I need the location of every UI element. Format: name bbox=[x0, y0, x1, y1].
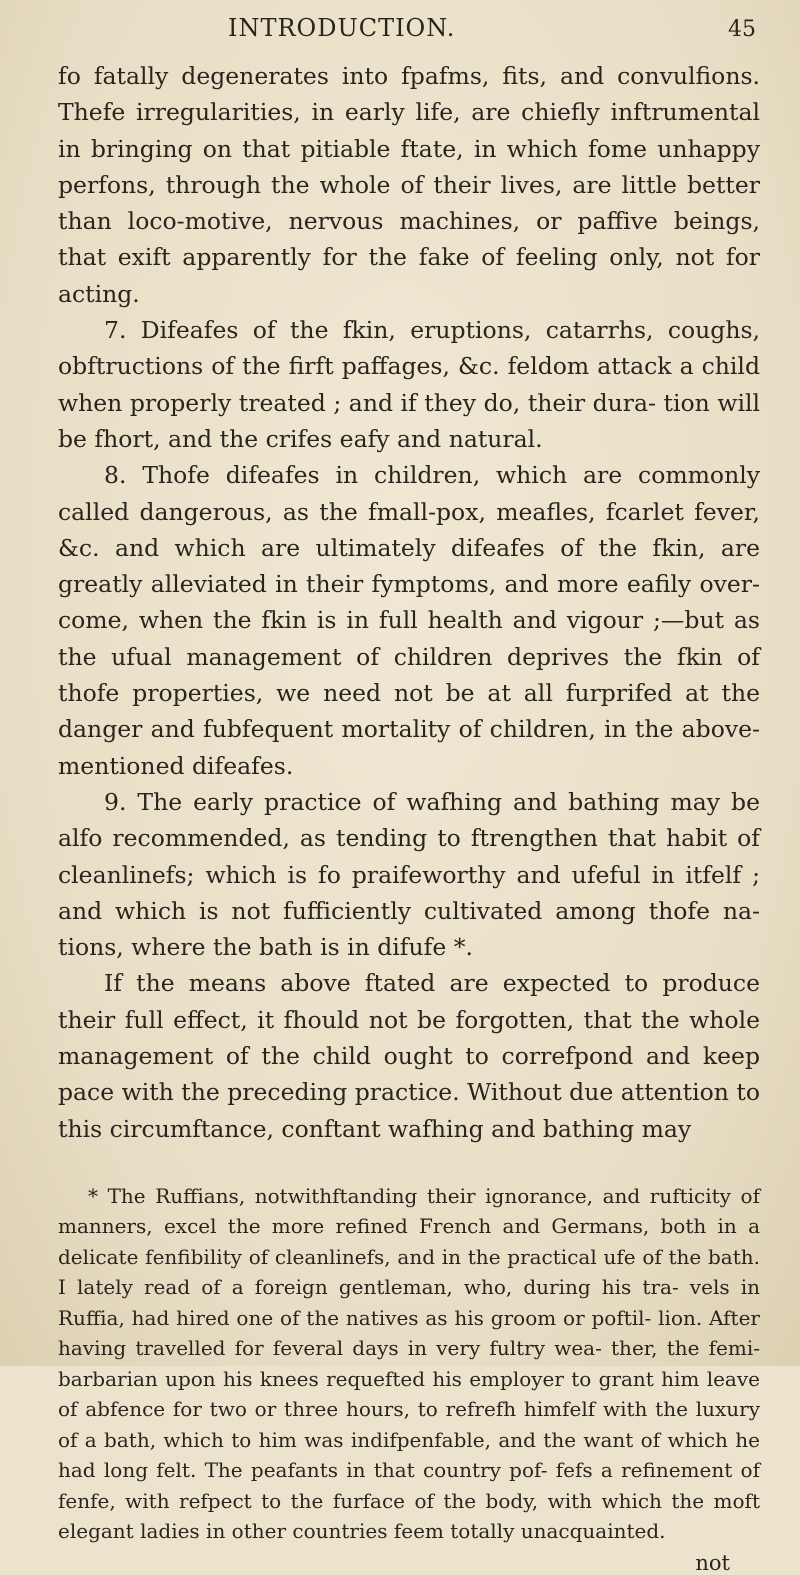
footnote-text: * The Ruffians, notwithftanding their ignorance, and rufticity of manners, excel the more refined French and Germans, both in a delicate fenfibility of cleanlinefs, and in the practical ufe of the bath. I lately read of a foreign gentleman, who, during his tra- vels in Ruffia, had hired one of the natives as his groom or poftil- lion. After having travelled for feveral days in very fultry wea- ther, the femi-barbarian upon his knees requefted his employer to grant him leave of abfence for two or three hours, to refrefh himfelf with the luxury of a bath, which to him was indifpenfable, and the want of which he had long felt. The peafants in that country pof- fefs a refinement of fenfe, with refpect to the furface of the body, with which the moft elegant ladies in other countries feem totally unacquainted. bbox=[58, 1183, 760, 1544]
page-number: 45 bbox=[728, 17, 756, 42]
main-text bbox=[58, 58, 760, 1147]
paragraph: 9. The early practice of wafhing and bathing may be alfo recommended, as tending to ftrengthen that habit of cleanlinefs; which is fo praifeworthy and ufeful in itfelf ; and which is not fufficiently cultivated among thofe na- tions, where the bath is in difufe *. bbox=[58, 787, 760, 962]
paragraph: fo fatally degenerates into fpafms, fits, and convulfions. Thefe irregularities, in early life, are chiefly inftrumental in bringing on that pitiable ftate, in which fome unhappy perfons, through the whole of their lives, are little better than loco-motive, nervous machines, or paffive beings, that exift apparently for the fake of feeling only, not for acting. bbox=[58, 62, 760, 308]
running-title: INTRODUCTION. bbox=[228, 14, 456, 42]
paragraph: 7. Difeafes of the fkin, eruptions, catarrhs, coughs, obftructions of the firft paffages, &c. feldom attack a child when properly treated ; and if they do, their dura- tion will be fhort, and the crifes eafy and natural. bbox=[58, 316, 760, 453]
page-header bbox=[58, 14, 760, 58]
paragraph: 8. Thofe difeafes in children, which are commonly called dangerous, as the fmall-pox, meafles, fcarlet fever, &c. and which are ultimately difeafes of the fkin, are greatly alleviated in their fymptoms, and more eafily over- come, when the fkin is in full health and vigour ;—but as the ufual management of children deprives the fkin of thofe properties, we need not be at all furprifed at the danger and fubfequent mortality of children, in the above-mentioned difeafes. bbox=[58, 461, 760, 780]
catchword: not bbox=[695, 1550, 730, 1575]
footnote bbox=[58, 1181, 760, 1547]
paragraph: If the means above ftated are expected to produce their full effect, it fhould not be forgotten, that the whole management of the child ought to correfpond and keep pace with the preceding practice. Without due attention to this circumftance, conftant wafhing and bathing may bbox=[58, 969, 760, 1143]
